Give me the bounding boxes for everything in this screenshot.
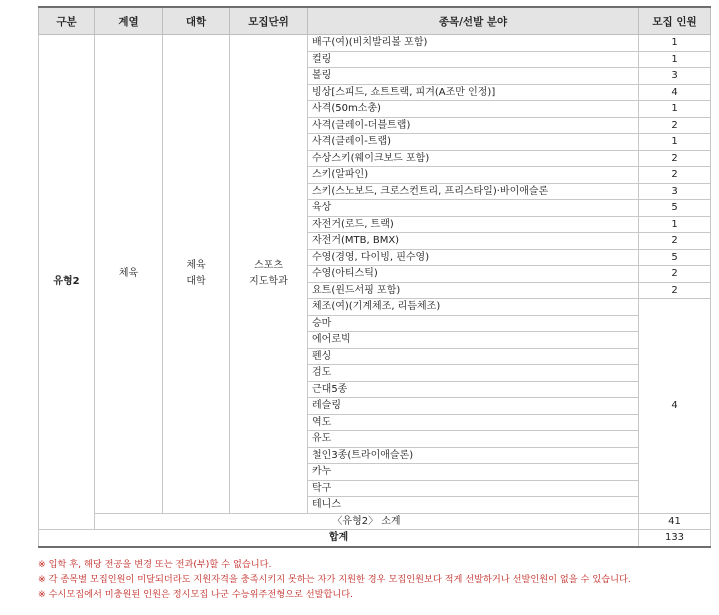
footnote: ※ 입학 후, 해당 전공을 변경 또는 전과(부)할 수 없습니다. xyxy=(38,559,272,570)
sport-cell: 수영(아티스틱) xyxy=(308,266,639,283)
unit-line: 지도학과 xyxy=(249,275,288,287)
college-line: 체육 xyxy=(186,259,206,271)
footnote: ※ 각 종목별 모집인원이 미달되더라도 지원자격을 충족시키지 못하는 자가 지원한 경우 모집인원보다 적게 선발하거나 선발인원이 없을 수 있습니다. xyxy=(38,574,631,585)
footnote: ※ 수시모집에서 미충원된 인원은 정시모집 나군 수능위주전형으로 선발합니다. xyxy=(38,589,354,600)
count-cell: 1 xyxy=(639,101,711,118)
sport-cell: 검도 xyxy=(308,365,639,382)
footnotes xyxy=(38,557,710,602)
header-category: 구분 xyxy=(39,7,95,35)
merged-count-cell: 4 xyxy=(639,299,711,514)
count-cell: 1 xyxy=(639,35,711,52)
subtotal-value: 41 xyxy=(639,513,711,530)
sport-cell: 사격(클레이-더블트랩) xyxy=(308,117,639,134)
sport-cell: 테니스 xyxy=(308,497,639,514)
count-cell: 1 xyxy=(639,51,711,68)
category-cell: 유형2 xyxy=(39,35,95,530)
sport-cell: 볼링 xyxy=(308,68,639,85)
count-cell: 5 xyxy=(639,249,711,266)
sport-cell: 컬링 xyxy=(308,51,639,68)
college-line: 대학 xyxy=(186,275,206,287)
sport-cell: 스키(알파인) xyxy=(308,167,639,184)
sport-cell: 탁구 xyxy=(308,480,639,497)
sport-cell: 요트(윈드서핑 포함) xyxy=(308,282,639,299)
sport-cell: 빙상[스피드, 쇼트트랙, 피겨(A조만 인정)] xyxy=(308,84,639,101)
unit-cell xyxy=(230,35,308,514)
sport-cell: 수영(경영, 다이빙, 핀수영) xyxy=(308,249,639,266)
admissions-table xyxy=(38,6,711,548)
count-cell: 1 xyxy=(639,216,711,233)
sport-cell: 배구(여)(비치발리볼 포함) xyxy=(308,35,639,52)
sport-cell: 역도 xyxy=(308,414,639,431)
sport-cell: 레슬링 xyxy=(308,398,639,415)
sport-cell: 에어로빅 xyxy=(308,332,639,349)
sport-cell: 사격(50m소총) xyxy=(308,101,639,118)
count-cell: 2 xyxy=(639,282,711,299)
sport-cell: 사격(클레이-트랩) xyxy=(308,134,639,151)
count-cell: 5 xyxy=(639,200,711,217)
subtotal-row xyxy=(39,513,711,530)
sport-cell: 근대5종 xyxy=(308,381,639,398)
count-cell: 2 xyxy=(639,167,711,184)
sport-cell: 수상스키(웨이크보드 포함) xyxy=(308,150,639,167)
subtotal-label: 〈유형2〉 소계 xyxy=(95,513,639,530)
header-college: 대학 xyxy=(163,7,230,35)
sport-cell: 자전거(MTB, BMX) xyxy=(308,233,639,250)
count-cell: 2 xyxy=(639,266,711,283)
header-unit: 모집단위 xyxy=(230,7,308,35)
total-label: 합계 xyxy=(39,530,639,547)
table-body xyxy=(39,35,711,547)
count-cell: 2 xyxy=(639,233,711,250)
admissions-table-container xyxy=(38,6,710,548)
total-value: 133 xyxy=(639,530,711,547)
count-cell: 1 xyxy=(639,134,711,151)
sport-cell: 자전거(로드, 트랙) xyxy=(308,216,639,233)
sport-cell: 펜싱 xyxy=(308,348,639,365)
header-field: 계열 xyxy=(95,7,163,35)
sport-cell: 승마 xyxy=(308,315,639,332)
header-row xyxy=(39,7,711,35)
count-cell: 2 xyxy=(639,117,711,134)
sport-cell: 체조(여)(기계체조, 리듬체조) xyxy=(308,299,639,316)
count-cell: 2 xyxy=(639,150,711,167)
count-cell: 3 xyxy=(639,183,711,200)
count-cell: 4 xyxy=(639,84,711,101)
header-count: 모집 인원 xyxy=(639,7,711,35)
sport-cell: 유도 xyxy=(308,431,639,448)
college-cell xyxy=(163,35,230,514)
sport-cell: 철인3종(트라이애슬론) xyxy=(308,447,639,464)
total-row xyxy=(39,530,711,547)
field-cell: 체육 xyxy=(95,35,163,514)
sport-cell: 스키(스노보드, 크로스컨트리, 프리스타일)·바이애슬론 xyxy=(308,183,639,200)
table-row xyxy=(39,35,711,52)
sport-cell: 육상 xyxy=(308,200,639,217)
count-cell: 3 xyxy=(639,68,711,85)
unit-line: 스포츠 xyxy=(254,259,283,271)
sport-cell: 카누 xyxy=(308,464,639,481)
header-sport: 종목/선발 분야 xyxy=(308,7,639,35)
